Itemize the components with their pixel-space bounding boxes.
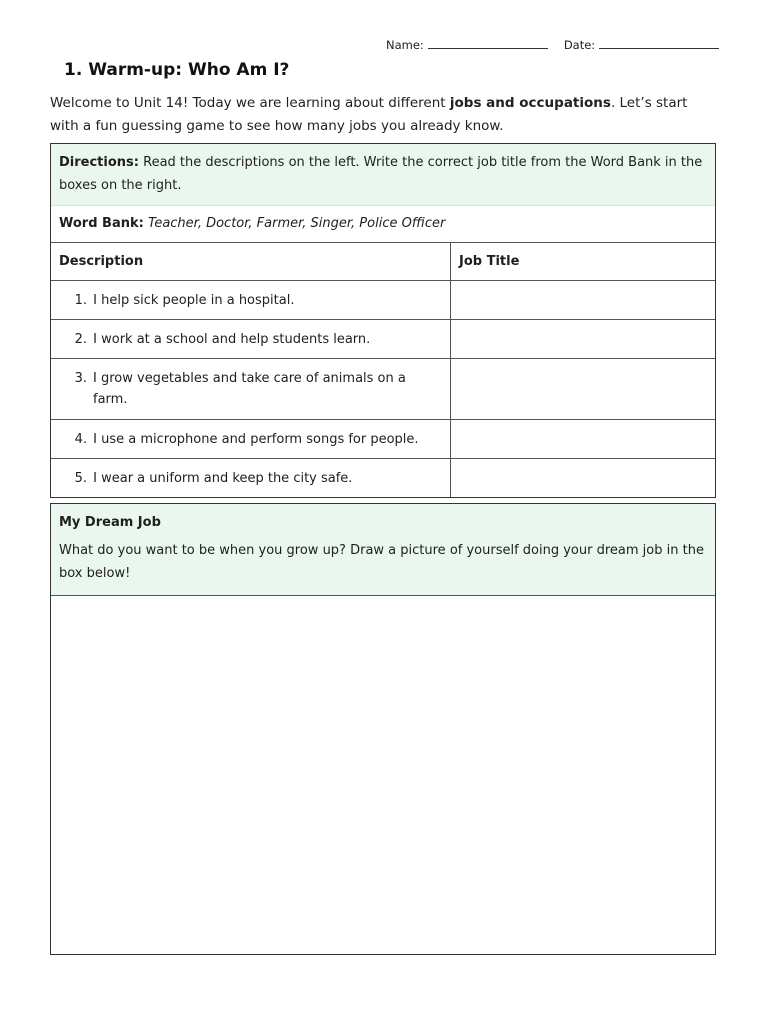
answer-box[interactable]: [451, 459, 716, 498]
answer-box[interactable]: [451, 359, 716, 420]
date-label: Date:: [563, 38, 596, 52]
row-number: 3.: [74, 371, 87, 386]
table-row: [51, 359, 715, 420]
row-description: [51, 420, 451, 459]
word-bank-words: Teacher, Doctor, Farmer, Singer, Police Officer: [147, 216, 446, 231]
row-text: I help sick people in a hospital.: [93, 292, 295, 308]
answer-box[interactable]: [451, 420, 716, 459]
word-bank-label: Word Bank:: [59, 216, 144, 231]
name-line[interactable]: [428, 48, 548, 49]
directions-label: Directions:: [59, 155, 139, 170]
drawing-area[interactable]: [51, 596, 715, 956]
dream-job-title: My Dream Job: [59, 515, 161, 530]
row-number: 2.: [74, 331, 87, 347]
date-line[interactable]: [599, 48, 719, 49]
intro-text-1: Welcome to Unit 14! Today we are learning about different: [50, 95, 450, 111]
row-description: [51, 359, 451, 420]
row-number: 5.: [74, 470, 87, 486]
row-number: 4.: [74, 431, 87, 447]
header-fields: [386, 38, 719, 52]
row-description: [51, 459, 451, 498]
row-text: I use a microphone and perform songs for people.: [93, 431, 419, 447]
page-title: 1. Warm-up: Who Am I?: [64, 60, 290, 80]
dream-job-box: [50, 503, 716, 955]
row-description: [51, 320, 451, 359]
col-description: Description: [51, 243, 451, 281]
job-table: [51, 242, 715, 497]
table-header-row: [51, 243, 715, 281]
intro-text-2: . Let’s start with a fun guessing game to see how many jobs you already know.: [50, 95, 688, 134]
row-text: I grow vegetables and take care of animals on a farm.: [93, 371, 406, 407]
date-field[interactable]: [564, 38, 719, 52]
table-row: [51, 320, 715, 359]
row-description: [51, 281, 451, 320]
dream-job-header: [51, 504, 715, 596]
intro-bold: jobs and occupations: [449, 95, 611, 111]
answer-box[interactable]: [451, 320, 716, 359]
answer-box[interactable]: [451, 281, 716, 320]
directions-text: Read the descriptions on the left. Write the correct job title from the Word Bank in the boxes on the right.: [59, 155, 703, 193]
row-text: I work at a school and help students learn.: [93, 331, 371, 347]
row-text: I wear a uniform and keep the city safe.: [93, 470, 353, 486]
word-bank: [51, 205, 715, 242]
row-number: 1.: [74, 292, 87, 308]
dream-job-instructions: What do you want to be when you grow up? Draw a picture of yourself doing your dream job in the box below!: [59, 543, 704, 581]
directions: [51, 144, 715, 205]
intro-paragraph: [50, 92, 720, 138]
table-row: [51, 281, 715, 320]
col-job-title: Job Title: [451, 243, 716, 281]
activity-box: [50, 143, 716, 498]
table-row: [51, 420, 715, 459]
name-field[interactable]: [386, 38, 548, 52]
table-row: [51, 459, 715, 498]
name-label: Name:: [386, 38, 424, 52]
